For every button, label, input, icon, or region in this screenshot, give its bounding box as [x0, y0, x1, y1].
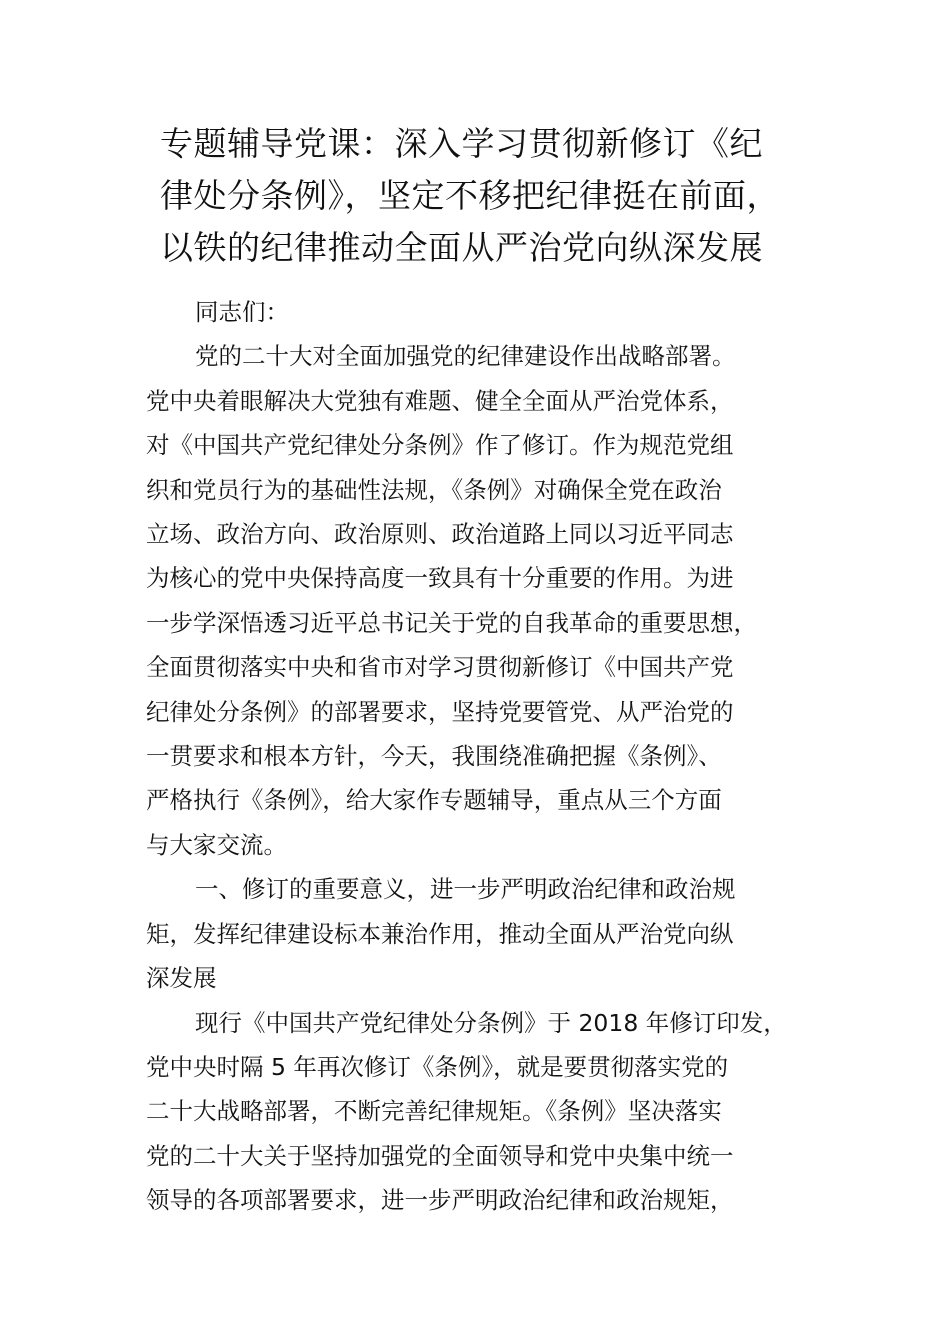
- text-line: 严格执行《条例》，给大家作专题辅导，重点从三个方面: [146, 786, 722, 815]
- text-line: 党中央时隔 5 年再次修订《条例》，就是要贯彻落实党的: [146, 1052, 729, 1081]
- text-line: 党的二十大关于坚持加强党的全面领导和党中央集中统一: [146, 1141, 734, 1170]
- text-line: 织和党员行为的基础性法规，《条例》对确保全党在政治: [146, 475, 722, 504]
- document-body: [146, 290, 846, 1223]
- text-line: 一贯要求和根本方针，今天，我围绕准确把握《条例》、: [146, 742, 722, 771]
- document-title: [160, 118, 860, 274]
- text-line: 党的二十大对全面加强党的纪律建设作出战略部署。: [195, 342, 736, 371]
- title-line: 律处分条例》，坚定不移把纪律挺在前面，: [160, 176, 780, 215]
- text-line: 与大家交流。: [146, 830, 287, 859]
- heading-line: 深发展: [146, 964, 217, 993]
- heading-line: 一、修订的重要意义，进一步严明政治纪律和政治规: [195, 875, 736, 904]
- text-line: 现行《中国共产党纪律处分条例》于 2018 年修订印发，: [195, 1008, 787, 1037]
- text-line: 党中央着眼解决大党独有难题、健全全面从严治党体系，: [146, 386, 734, 415]
- text-line: 纪律处分条例》的部署要求，坚持党要管党、从严治党的: [146, 697, 734, 726]
- text-line: 二十大战略部署，不断完善纪律规矩。《条例》坚决落实: [146, 1097, 722, 1126]
- section-heading-1: [146, 867, 846, 1000]
- paragraph-intro: [146, 334, 846, 867]
- text-line: 全面贯彻落实中央和省市对学习贯彻新修订《中国共产党: [146, 653, 734, 682]
- title-line: 以铁的纪律推动全面从严治党向纵深发展: [160, 228, 763, 267]
- heading-line: 矩，发挥纪律建设标本兼治作用，推动全面从严治党向纵: [146, 919, 734, 948]
- greeting: [146, 290, 846, 334]
- text-line: 立场、政治方向、政治原则、政治道路上同以习近平同志: [146, 520, 734, 549]
- paragraph-section-1: [146, 1001, 846, 1223]
- text-line: 为核心的党中央保持高度一致具有十分重要的作用。为进: [146, 564, 734, 593]
- text-line: 领导的各项部署要求，进一步严明政治纪律和政治规矩，: [146, 1186, 734, 1215]
- text-line: 一步学深悟透习近平总书记关于党的自我革命的重要思想，: [146, 608, 757, 637]
- title-line: 专题辅导党课：深入学习贯彻新修订《纪: [160, 124, 763, 163]
- text-line: 对《中国共产党纪律处分条例》作了修订。作为规范党组: [146, 431, 734, 460]
- greeting-line: 同志们：: [195, 298, 289, 326]
